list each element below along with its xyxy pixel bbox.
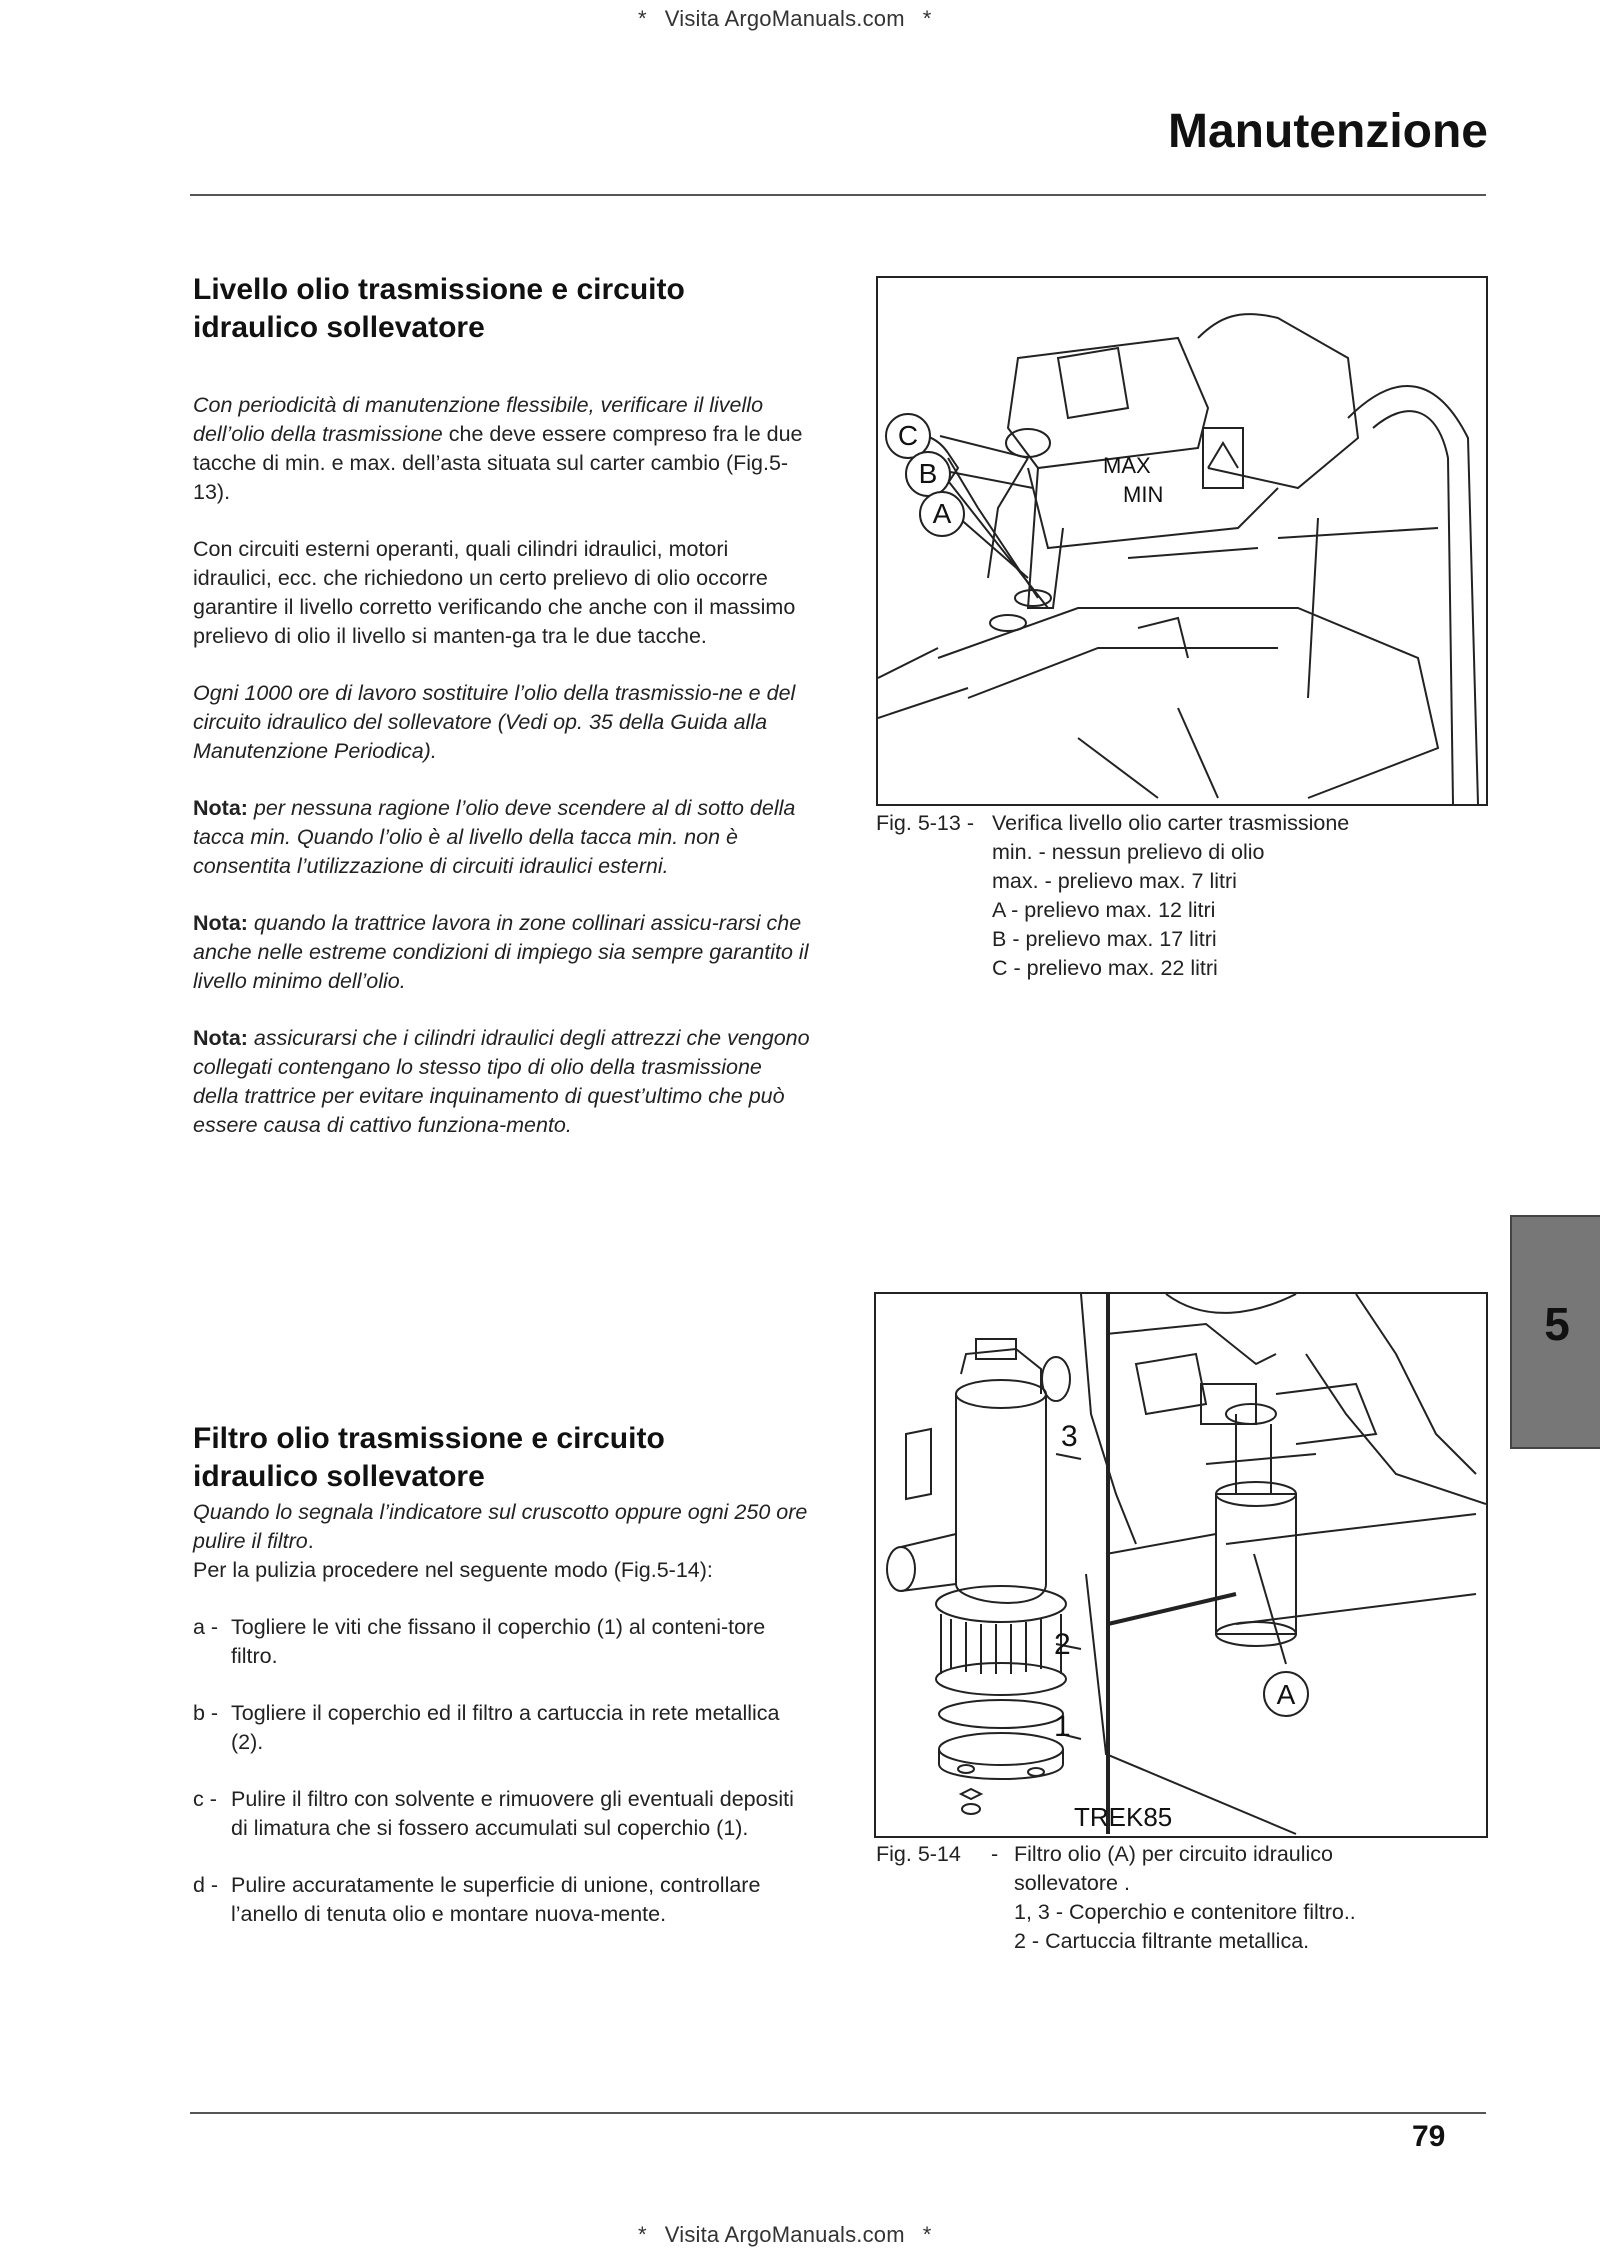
note: Nota: assicurarsi che i cilindri idraulici degli attrezzi che vengono collegati contengano lo stesso tipo di olio della trasmissione della trattrice per evitare inquinamento di quest’ultimo che può essere causa di cattivo funziona-mento. — [193, 1026, 810, 1137]
caption-line: max. - prelievo max. 7 litri — [992, 869, 1237, 893]
figure-5-13-illustration — [876, 276, 1488, 806]
page-number: 79 — [1412, 2120, 1446, 2153]
oil-filter-drawing — [876, 1294, 1486, 1836]
callout-3: 3 — [1061, 1420, 1078, 1453]
header-divider — [190, 194, 1486, 196]
caption-dash: - — [991, 1842, 999, 1866]
caption-line: min. - nessun prelievo di olio — [992, 840, 1265, 864]
paragraph: Per la pulizia procedere nel seguente modo (Fig.5-14): — [193, 1558, 713, 1582]
watermark-star: * — [638, 2222, 647, 2247]
page-title: Manutenzione — [1168, 105, 1488, 158]
caption-line: Filtro olio (A) per circuito idraulico — [1014, 1842, 1334, 1866]
note: Nota: per nessuna ragione l’olio deve scendere al di sotto della tacca min. Quando l’olio è al livello della tacca min. non è consentita l’utilizzazione di circuiti idraulici esterni. — [193, 796, 796, 878]
callout-a: A — [1276, 1679, 1296, 1710]
chapter-tab — [1510, 1215, 1600, 1449]
watermark-link[interactable]: Visita ArgoManuals.com — [664, 6, 905, 31]
watermark-star: * — [922, 2222, 932, 2247]
note: Nota: quando la trattrice lavora in zone collinari assicu-rarsi che anche nelle estreme condizioni di impiego sia sempre garantito il livello minimo dell’olio. — [193, 911, 809, 993]
caption-line: 2 - Cartuccia filtrante metallica. — [1014, 1929, 1310, 1953]
watermark-star: * — [922, 6, 932, 31]
footer-divider — [190, 2112, 1486, 2114]
watermark-link[interactable]: Visita ArgoManuals.com — [664, 2222, 905, 2247]
list-item: a - Togliere le viti che fissano il coperchio (1) al conteni-tore filtro. — [193, 1615, 766, 1668]
caption-prefix: Fig. 5-13 - — [876, 811, 974, 835]
caption-line: sollevatore . — [1014, 1871, 1130, 1895]
caption-line: C - prelievo max. 22 litri — [992, 956, 1218, 980]
section-title: Filtro olio trasmissione e circuito idraulico sollevatore — [193, 1422, 665, 1493]
callout-2: 2 — [1054, 1628, 1071, 1661]
drawing-code: TREK85 — [1074, 1802, 1173, 1832]
callout-1: 1 — [1054, 1710, 1071, 1743]
dipstick-max-label: MAX — [1103, 453, 1151, 478]
callout-a: A — [932, 498, 952, 529]
dipstick-min-label: MIN — [1123, 482, 1164, 507]
watermark-bottom — [620, 2222, 950, 2248]
chapter-number: 5 — [1544, 1298, 1570, 1350]
section-title: Livello olio trasmissione e circuito idraulico sollevatore — [193, 273, 685, 344]
callout-b: B — [918, 458, 938, 489]
callout-c: C — [897, 420, 919, 451]
paragraph: Ogni 1000 ore di lavoro sostituire l’olio della trasmissio-ne e del circuito idraulico del sollevatore (Vedi op. 35 della Guida alla Manutenzione Periodica). — [193, 681, 796, 763]
watermark-top — [620, 6, 950, 32]
watermark-star: * — [638, 6, 647, 31]
paragraph: Con circuiti esterni operanti, quali cilindri idraulici, motori idraulici, ecc. che richiedono un certo prelievo di olio occorre garantire il livello corretto verificando che anche con il massimo prelievo di olio il livello si manten-ga tra le due tacche. — [193, 537, 796, 648]
list-item: c - Pulire il filtro con solvente e rimuovere gli eventuali depositi di limatura che si fossero accumulati sul coperchio (1). — [193, 1787, 794, 1840]
list-item: b - Togliere il coperchio ed il filtro a cartuccia in rete metallica (2). — [193, 1701, 780, 1754]
transmission-dipstick-drawing — [878, 278, 1486, 804]
figure-5-14-illustration — [874, 1292, 1488, 1838]
section-transmission-oil-level — [193, 271, 813, 1168]
section-transmission-oil-filter — [193, 1420, 813, 1957]
caption-line: B - prelievo max. 17 litri — [992, 927, 1217, 951]
caption-line: 1, 3 - Coperchio e contenitore filtro.. — [1014, 1900, 1356, 1924]
paragraph: Con periodicità di manutenzione flessibile, verificare il livello dell’olio della trasmissione che deve essere compreso fra le due tacche di min. e max. dell’asta situata sul carter cambio (Fig.5-13). — [193, 393, 803, 504]
list-item: d - Pulire accuratamente le superficie di unione, controllare l’anello di tenuta olio e montare nuova-mente. — [193, 1873, 761, 1926]
caption-prefix: Fig. 5-14 — [876, 1842, 961, 1866]
figure-5-13-caption — [876, 809, 1496, 983]
figure-5-14-caption — [876, 1840, 1496, 1956]
caption-line: Verifica livello olio carter trasmissione — [992, 811, 1350, 835]
paragraph: Quando lo segnala l’indicatore sul cruscotto oppure ogni 250 ore pulire il filtro. — [193, 1500, 808, 1553]
caption-line: A - prelievo max. 12 litri — [992, 898, 1216, 922]
